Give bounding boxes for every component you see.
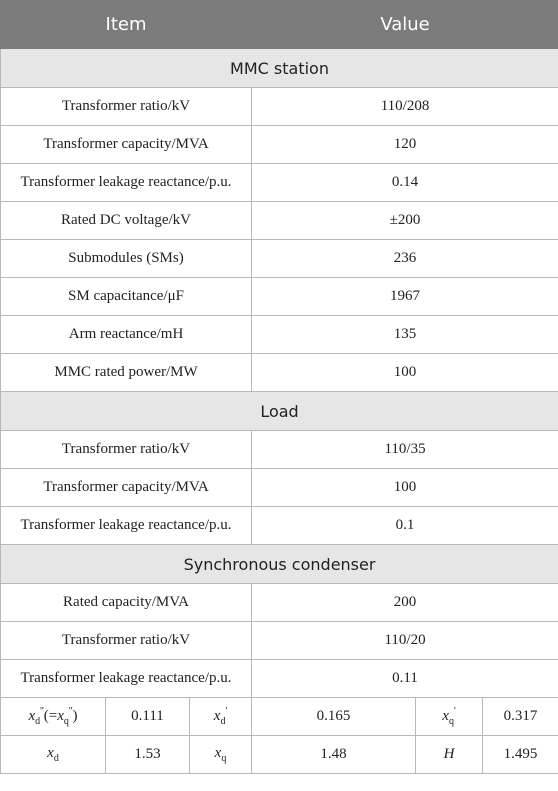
- value-cell: 0.14: [252, 164, 558, 202]
- value-cell: 0.11: [252, 660, 558, 698]
- table-row: [1, 316, 558, 354]
- item-cell: Transformer capacity/MVA: [1, 469, 252, 507]
- param-value: 1.48: [252, 736, 416, 774]
- param-value: 0.111: [106, 698, 190, 736]
- value-cell: 0.1: [252, 507, 558, 545]
- table-row: [1, 278, 558, 316]
- table-row: [1, 660, 558, 698]
- section-title-synchronous-condenser: Synchronous condenser: [1, 545, 558, 584]
- item-cell: SM capacitance/μF: [1, 278, 252, 316]
- value-cell: 1967: [252, 278, 558, 316]
- item-cell: Transformer leakage reactance/p.u.: [1, 660, 252, 698]
- table-row: [1, 202, 558, 240]
- table-header-row: [1, 1, 558, 49]
- table-row: [1, 88, 558, 126]
- value-cell: ±200: [252, 202, 558, 240]
- table-row: [1, 507, 558, 545]
- param-label-h: H: [416, 736, 483, 774]
- section-title-load: Load: [1, 392, 558, 431]
- value-cell: 236: [252, 240, 558, 278]
- table-row: [1, 431, 558, 469]
- section-row: [1, 49, 558, 88]
- item-cell: Rated DC voltage/kV: [1, 202, 252, 240]
- param-value: 0.317: [483, 698, 558, 736]
- table-row: [1, 354, 558, 392]
- value-cell: 200: [252, 584, 558, 622]
- item-column-header: Item: [1, 1, 252, 49]
- param-label-xd-subtransient: $x_d''(=x_q'')$: [1, 698, 106, 736]
- item-cell: Transformer ratio/kV: [1, 431, 252, 469]
- value-cell: 110/208: [252, 88, 558, 126]
- item-cell: Rated capacity/MVA: [1, 584, 252, 622]
- section-title-mmc-station: MMC station: [1, 49, 558, 88]
- section-row: [1, 392, 558, 431]
- value-column-header: Value: [252, 1, 558, 49]
- param-label-xd-transient: $x_d'$: [190, 698, 252, 736]
- param-label-xq: $x_q$: [190, 736, 252, 774]
- value-cell: 135: [252, 316, 558, 354]
- item-cell: Transformer capacity/MVA: [1, 126, 252, 164]
- param-value: 1.53: [106, 736, 190, 774]
- item-cell: Transformer leakage reactance/p.u.: [1, 507, 252, 545]
- table-row: [1, 469, 558, 507]
- param-value: 0.165: [252, 698, 416, 736]
- machine-param-row: [1, 698, 558, 736]
- item-cell: Transformer ratio/kV: [1, 88, 252, 126]
- param-label-xd: $x_d$: [1, 736, 106, 774]
- table-row: [1, 622, 558, 660]
- table-row: [1, 126, 558, 164]
- machine-param-row: [1, 736, 558, 774]
- value-cell: 110/35: [252, 431, 558, 469]
- table-row: [1, 240, 558, 278]
- value-cell: 120: [252, 126, 558, 164]
- item-cell: MMC rated power/MW: [1, 354, 252, 392]
- item-cell: Transformer leakage reactance/p.u.: [1, 164, 252, 202]
- param-value: 1.495: [483, 736, 558, 774]
- item-cell: Transformer ratio/kV: [1, 622, 252, 660]
- item-cell: Submodules (SMs): [1, 240, 252, 278]
- value-cell: 100: [252, 469, 558, 507]
- table-row: [1, 164, 558, 202]
- table-row: [1, 584, 558, 622]
- section-row: [1, 545, 558, 584]
- param-label-xq-transient: $x_q'$: [416, 698, 483, 736]
- value-cell: 100: [252, 354, 558, 392]
- item-cell: Arm reactance/mH: [1, 316, 252, 354]
- value-cell: 110/20: [252, 622, 558, 660]
